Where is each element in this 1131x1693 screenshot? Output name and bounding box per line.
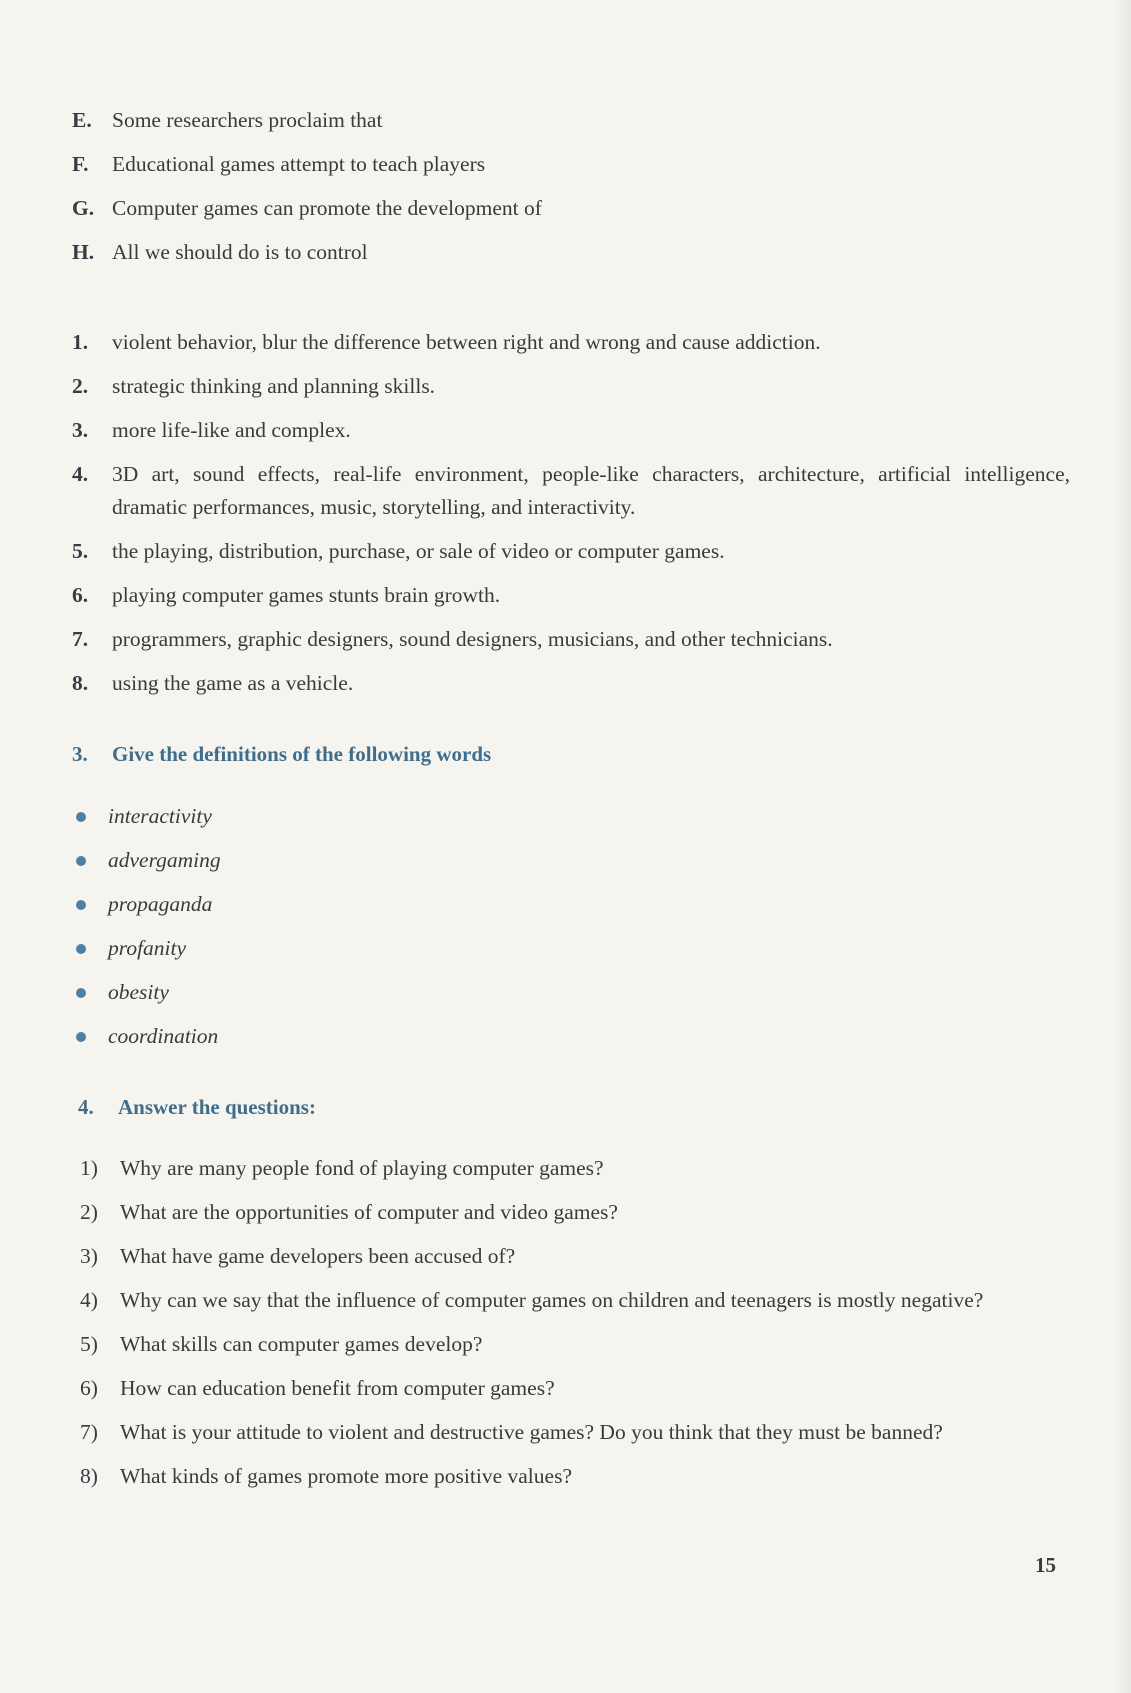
list-item (72, 148, 542, 181)
question-text: How can education benefit from computer games? (120, 1376, 555, 1400)
list-item (72, 414, 1070, 447)
list-item (80, 1240, 1070, 1273)
list-item (80, 1196, 1070, 1229)
item-marker: 6. (72, 583, 89, 607)
list-item (72, 458, 1070, 524)
list-item (76, 976, 221, 1009)
question-number: 3) (80, 1244, 98, 1268)
section-3-heading (72, 742, 491, 767)
item-marker: F. (72, 152, 89, 176)
bullet-icon (76, 856, 86, 866)
section-title-text: Answer the questions: (118, 1095, 316, 1119)
list-item (72, 667, 1070, 700)
list-item (76, 800, 221, 833)
term: interactivity (108, 804, 212, 828)
list-item (72, 535, 1070, 568)
list-item (76, 1020, 221, 1053)
item-text: programmers, graphic designers, sound designers, musicians, and other technicians. (112, 627, 833, 651)
item-text: using the game as a vehicle. (112, 671, 354, 695)
question-number: 5) (80, 1332, 98, 1356)
question-number: 8) (80, 1464, 98, 1488)
item-text: playing computer games stunts brain growth. (112, 583, 501, 607)
term: profanity (108, 936, 187, 960)
list-item (76, 888, 221, 921)
item-marker: 1. (72, 330, 89, 354)
question-number: 1) (80, 1156, 98, 1180)
item-text: the playing, distribution, purchase, or sale of video or computer games. (112, 539, 725, 563)
bullet-icon (76, 988, 86, 998)
list-item (72, 236, 542, 269)
list-item (80, 1284, 1070, 1317)
page-edge-shadow (1113, 0, 1131, 1693)
list-item (80, 1372, 1070, 1405)
question-number: 6) (80, 1376, 98, 1400)
item-text: strategic thinking and planning skills. (112, 374, 436, 398)
item-text: Educational games attempt to teach players (112, 152, 486, 176)
list-item (80, 1328, 1070, 1361)
list-item (80, 1152, 1070, 1185)
questions-list (80, 1152, 1070, 1504)
term: advergaming (108, 848, 221, 872)
item-marker: H. (72, 240, 95, 264)
question-text: What is your attitude to violent and destructive games? Do you think that they must be banned? (120, 1420, 943, 1444)
item-text: All we should do is to control (112, 240, 368, 264)
section-4-heading (78, 1095, 316, 1120)
list-item (80, 1460, 1070, 1493)
sentence-endings-list (72, 326, 1070, 711)
question-text: What have game developers been accused of? (120, 1244, 516, 1268)
question-text: What skills can computer games develop? (120, 1332, 483, 1356)
item-marker: 2. (72, 374, 89, 398)
item-text: Some researchers proclaim that (112, 108, 383, 132)
list-item (72, 192, 542, 225)
term: obesity (108, 980, 169, 1004)
item-marker: 8. (72, 671, 89, 695)
question-text: What kinds of games promote more positive values? (120, 1464, 572, 1488)
bullet-icon (76, 900, 86, 910)
bullet-icon (76, 944, 86, 954)
section-number: 3. (72, 742, 88, 766)
item-marker: 4. (72, 462, 89, 486)
bullet-icon (76, 812, 86, 822)
section-number: 4. (78, 1095, 94, 1119)
term: propaganda (108, 892, 213, 916)
item-marker: E. (72, 108, 92, 132)
item-marker: 3. (72, 418, 89, 442)
question-text: Why can we say that the influence of computer games on children and teenagers is mostly negative? (120, 1288, 984, 1312)
item-marker: 5. (72, 539, 89, 563)
item-text: 3D art, sound effects, real-life environment, people-like characters, architecture, artificial intelligence, dramatic performances, music, storytelling, and interactivity. (112, 462, 1070, 519)
list-item (72, 104, 542, 137)
question-number: 4) (80, 1288, 98, 1312)
question-number: 7) (80, 1420, 98, 1444)
item-text: more life-like and complex. (112, 418, 351, 442)
list-item (72, 326, 1070, 359)
list-item (72, 623, 1070, 656)
sentence-starts-list (72, 104, 542, 280)
term: coordination (108, 1024, 219, 1048)
list-item (80, 1416, 1070, 1449)
list-item (76, 932, 221, 965)
item-text: violent behavior, blur the difference between right and wrong and cause addiction. (112, 330, 821, 354)
definitions-list (76, 800, 221, 1064)
question-text: Why are many people fond of playing computer games? (120, 1156, 604, 1180)
bullet-icon (76, 1032, 86, 1042)
question-number: 2) (80, 1200, 98, 1224)
list-item (72, 579, 1070, 612)
item-marker: G. (72, 196, 95, 220)
item-marker: 7. (72, 627, 89, 651)
question-text: What are the opportunities of computer and video games? (120, 1200, 618, 1224)
page-number: 15 (1035, 1553, 1056, 1577)
section-title-text: Give the definitions of the following words (112, 742, 492, 766)
list-item (72, 370, 1070, 403)
item-text: Computer games can promote the development of (112, 196, 542, 220)
list-item (76, 844, 221, 877)
